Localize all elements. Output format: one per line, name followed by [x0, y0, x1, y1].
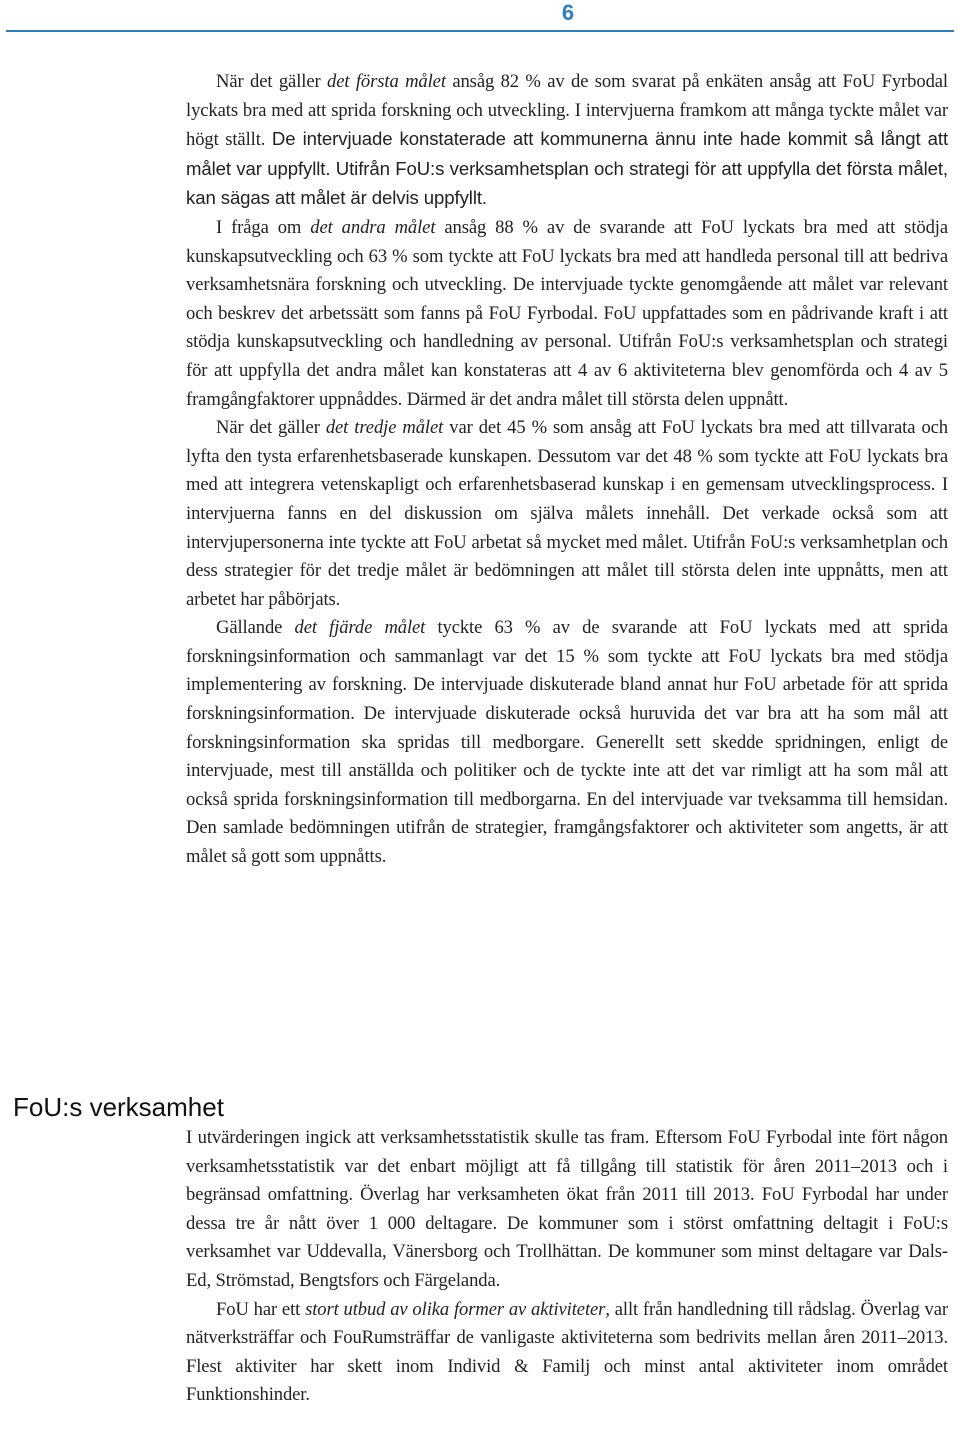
paragraph-goal-1: När det gäller det första målet ansåg 82 % av de som svarat på enkäten ansåg att FoU Fyrbodal lyckats bra med att sprida forskning och utveckling. I intervjuerna framkom att många tyckte målet var högt ställt. De intervjuade konstaterade att kommunerna ännu inte hade kommit så långt att målet var uppfyllt. Utifrån FoU:s verksamhetsplan och strategi för att uppfylla det första målet, kan sägas att målet är delvis uppfyllt.	[186, 71, 949, 209]
emphasis-activities: stort utbud av olika former av aktiviteter	[305, 1298, 606, 1320]
emphasis-goal-1: det första målet	[327, 71, 446, 92]
section-heading: FoU:s verksamhet	[13, 1092, 224, 1122]
emphasis-goal-3: det tredje målet	[325, 417, 444, 439]
paragraph-goal-3: När det gäller det tredje målet var det 45 % som ansåg att FoU lyckats bra med att tillvarata och lyfta den tysta erfarenhetsbaserade kunskapen. Dessutom var det 48 % som tyckte att FoU lyckats bra med att integrera vetenskapligt och erfarenhetsbaserad kunskap i en gemensam utvecklingsprocess. I intervjuerna fanns en del diskussion om själva målets innehåll. Det verkade också som att intervjupersonerna inte tyckte att FoU arbetat så mycket med målet. Utifrån FoU:s verksamhetplan och dess strategier för det tredje målet är bedömningen att målet till största delen inte uppnåtts, men att arbetet har påbörjats.	[186, 417, 948, 610]
paragraph-statistics: I utvärderingen ingick att verksamhetsstatistik skulle tas fram. Eftersom FoU Fyrbodal inte fört någon verksamhetsstatistik var det enbart möjligt att få tillgång till statistik för åren 2011–2013 och i begränsad omfattning. Överlag har verksamheten ökat från 2011 till 2013. FoU Fyrbodal har under dessa tre år nått över 1 000 deltagare. De kommuner som i störst omfattning deltagit i FoU:s verksamhet var Uddevalla, Vänersborg och Trollhättan. De kommuner som minst deltagare var Dals-Ed, Strömstad, Bengtsfors och Färgelanda.	[186, 1127, 948, 1291]
verksamhet-text	[186, 1124, 948, 1410]
paragraph-goal-2: I fråga om det andra målet ansåg 88 % av de svarande att FoU lyckats bra med att stödja kunskapsutveckling och 63 % som tyckte att FoU lyckats bra med att handleda personal till att bedriva verksamhetsnära forskning och utveckling. De intervjuade tyckte genomgående att målet var relevant och beskrev det arbetssätt som fanns på FoU Fyrbodal. FoU uppfattades som en pådrivande kraft i att stödja kunskapsutveckling och handledning av personal. Utifrån FoU:s verksamhetsplan och strategi för att uppfylla det andra målet kan konstateras att 4 av 6 aktiviteterna blev genomförda och 4 av 5 framgångfaktorer uppnåddes. Därmed är det andra målet till största delen uppnått.	[186, 216, 948, 410]
paragraph-goal-4: Gällande det fjärde målet tyckte 63 % av de svarande att FoU lyckats med att sprida forskningsinformation och sammanlagt var det 15 % som tyckte att FoU lyckats bra med stödja implementering av forskning. De intervjuade diskuterade bland annat hur FoU arbetade för att sprida forskningsinformation. De intervjuade diskuterade också huruvida det var bra att ha som mål att forskningsinformation ska spridas till medborgare. Generellt sett skedde spridningen, enligt de intervjuade, mest till anställda och politiker och de tyckte inte att det var rimligt att ha som mål att också sprida forskningsinformation till medborgarna. En del intervjuade var tveksamma till hemsidan. Den samlade bedömningen utifrån de strategier, framgångsfaktorer och aktiviteter som angetts, är att målet så gott som uppnåtts.	[186, 617, 948, 868]
evaluation-goals-text	[186, 68, 948, 872]
header-divider	[6, 30, 954, 32]
page-number: 6	[561, 0, 575, 25]
emphasis-goal-4: det fjärde målet	[294, 617, 426, 639]
emphasis-goal-2: det andra målet	[310, 216, 436, 238]
paragraph-activities: FoU har ett stort utbud av olika former av aktiviteter, allt från handledning till rådslag. Överlag var nätverksträffar och FouRumsträffar de vanligaste aktiviteterna som bedrivits mellan åren 2011–2013. Flest aktiviter har skett inom Individ & Familj och minst antal aktiviteter inom området Funktionshinder.	[186, 1298, 948, 1406]
